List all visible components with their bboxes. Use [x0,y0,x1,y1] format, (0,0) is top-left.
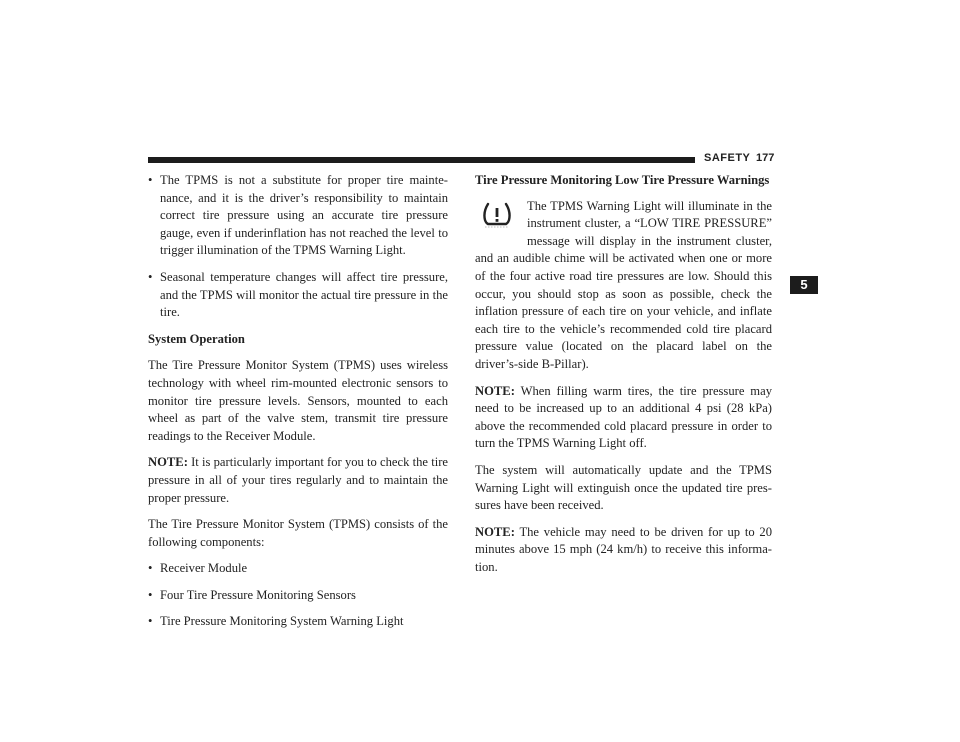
paragraph: The system will automatically update and the TPMS Warning Light will extinguish once the updated tire pres-sures have been received. [475,462,772,513]
bullet-item [148,613,448,631]
bullet-text: The TPMS is not a substitute for proper tire mainte-nance, and it is the driver’s responsibility to maintain correct tire pressure using an accurate tire pressure gauge, even if underinflation has not reached the level to trigger illumination of the TPMS Warning Light. [160,173,448,258]
tpms-warning-icon [479,198,515,246]
paragraph: The Tire Pressure Monitor System (TPMS) uses wireless technology with wheel rim-mounted electronic sensors to monitor tire pressure levels. Sensors, mounted to each wheel as part of the valve stem, transmit tire pressure readings to the Receiver Module. [148,358,448,443]
paragraph: The TPMS Warning Light will illuminate in the instrument cluster, a “LOW TIRE PRESSURE” message will display in the instrument cluster, and an audible chime will be activated when one or more of the four active road tire pressures are low. Should this occur, you should stop as soon as possible, check the inflation pressure of each tire on your vehicle, and inflate each tire to the vehicle’s recommended cold tire placard pressure value (located on the placard label on the driver’s-side B-Pillar). [475,198,772,371]
header-rule [148,157,695,163]
note-label: NOTE: [148,455,188,470]
bullet-dot: • [148,561,153,576]
bullet-dot: • [148,269,153,284]
left-column [148,172,448,640]
bullet-item [148,269,448,322]
right-column [475,172,772,585]
page-number: 177 [756,152,775,164]
bullet-dot: • [148,173,153,187]
section-heading: Tire Pressure Monitoring Low Tire Pressure Warnings [475,173,770,187]
note-text: When filling warm tires, the tire pressure may need to be increased up to an additional 4 psi (28 kPa) above the recommended cold placard pressure in order to turn the TPMS Warning Light off. [475,383,772,451]
bullet-text: Receiver Module [160,561,248,576]
warning-block [475,198,772,374]
note-label: NOTE: [475,524,515,539]
section-heading: System Operation [148,331,245,346]
bullet-dot: • [148,614,153,629]
note-paragraph [475,524,772,577]
paragraph: The Tire Pressure Monitor System (TPMS) consists of the following components: [148,517,448,549]
note-text: It is particularly important for you to check the tire pressure in all of your tires regularly and to maintain the proper pressure. [148,455,448,505]
bullet-dot: • [148,587,153,602]
note-paragraph [148,454,448,507]
bullet-text: Seasonal temperature changes will affect tire pressure, and the TPMS will monitor the actual tire pressure in the tire. [160,269,448,320]
header-section-title: SAFETY [704,152,751,164]
bullet-text: Tire Pressure Monitoring System Warning Light [160,614,404,629]
bullet-item [148,172,448,260]
note-text: The vehicle may need to be driven for up to 20 minutes above 15 mph (24 km/h) to receive this informa-tion. [475,524,773,574]
bullet-text: Four Tire Pressure Monitoring Sensors [160,587,356,602]
note-paragraph [475,383,772,453]
bullet-item [148,560,448,578]
bullet-item [148,587,448,605]
chapter-tab: 5 [790,276,818,294]
note-label: NOTE: [475,383,515,398]
